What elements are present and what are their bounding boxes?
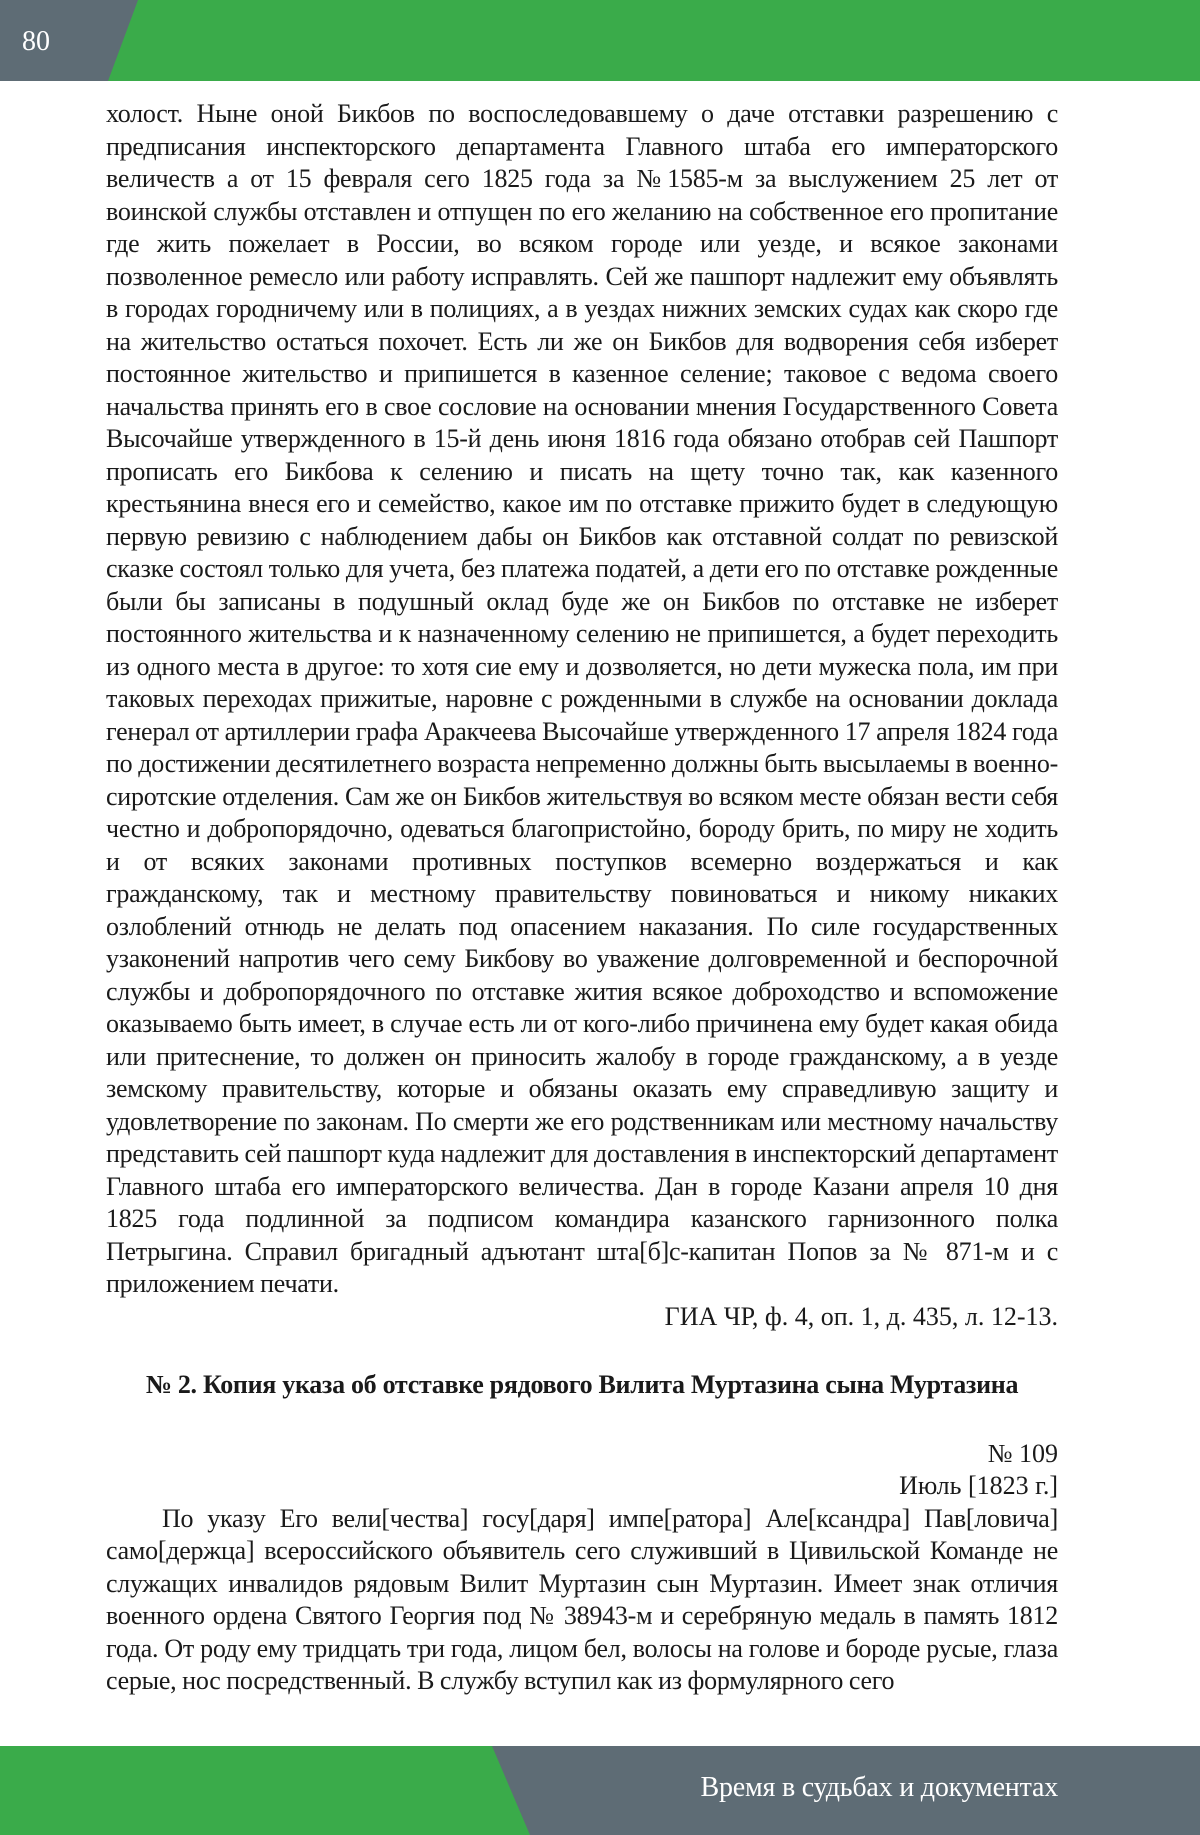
- page-number: 80: [22, 26, 50, 57]
- document-paragraph: По указу Его вели[чества] госу[даря] импе[ратора] Але[ксандра] Пав[ловича] само[держца] всероссийского объявитель сего служивший в Цивильской Команде не служащих инвалидов рядовым Вилит Муртазин сын Муртазин. Имеет знак отличия военного ордена Святого Георгия под № 38943-м и серебряную медаль в память 1812 года. От роду ему тридцать три года, лицом бел, волосы на голове и бороде русые, глаза серые, нос посредственный. В службу вступил как из формулярного сего: [106, 1503, 1058, 1695]
- document-title: № 2. Копия указа об отставке рядового Вилита Муртазина сына Муртазина: [145, 1370, 1019, 1399]
- series-title: Время в судьбах и документах: [700, 1772, 1058, 1803]
- header-band: [0, 0, 1200, 81]
- document-date: Июль [1823 г.]: [899, 1471, 1058, 1500]
- document-number: № 109: [987, 1438, 1058, 1468]
- archive-citation: ГИА ЧР, ф. 4, оп. 1, д. 435, л. 12-13.: [664, 1301, 1058, 1331]
- header-green-band: [0, 0, 1200, 81]
- document-content: [106, 98, 1058, 1698]
- body-paragraph: холост. Ныне оной Бикбов по воспоследовавшему о даче отставки разрешению с предписания инспекторского департамента Главного штаба его императорского величеств а от 15 февраля сего 1825 года за №1585-м за выслужением 25 лет от воинской службы отставлен и отпущен по его желанию на собственное его пропитание где жить пожелает в России, во всяком городе или уезде, и всякое законами позволенное ремесло или работу исправлять. Сей же пашпорт надлежит ему объявлять в городах городничему или в полициях, а в уездах нижних земских судах как скоро где на жительство остаться похочет. Есть ли же он Бикбов для водворения себя изберет постоянное жительство и припишется в казенное селение; таковое с ведома своего начальства принять его в свое сословие на основании мнения Государственного Совета Высочайше утвержденного в 15-й день июня 1816 года обязано отобрав сей Пашпорт прописать его Бикбова к селению и писать на щету точно так, как казенного крестьянина внеся его и семейство, какое им по отставке прижито будет в следующую первую ревизию с наблюдением дабы он Бикбов как отставной солдат по ревизской сказке состоял только для учета, без платежа податей, а дети его по отставке рожденные были бы записаны в подушный оклад буде же он Бикбов по отставке не изберет постоянного жительства и к назначенному селению не припишется, а будет переходить из одного места в другое: то хотя сие ему и дозволяется, но дети мужеска пола, им при таковых переходах прижитые, наровне с рожденными в службе на основании доклада генерал от артиллерии графа Аракчеева Высочайше утвержденного 17 апреля 1824 года по достижении десятилетнего возраста непременно должны быть высылаемы в военно-сиротские отделения. Сам же он Бикбов жительствуя во всяком месте обязан вести себя честно и добропорядочно, одеваться благопристойно, бороду брить, по миру не ходить и от всяких законами противных поступков всемерно воздержаться и как гражданскому, так и местному правительству повиноваться и никому никаких озлоблений отнюдь не делать под опасением наказания. По силе государственных узаконений напротив чего сему Бикбову во уважение долговременной и беспорочной службы и добропорядочного по отставке жития всякое доброходство и вспоможение оказываемо быть имеет, в случае есть ли от кого-либо причинена ему будет какая обида или притеснение, то должен он приносить жалобу в городе гражданскому, а в уезде земскому правительству, которые и обязаны оказать ему справедливую защиту и удовлетворение по законам. По смерти же его родственникам или местному начальству представить сей пашпорт куда надлежит для доставления в инспекторский департамент Главного штаба его императорского величества. Дан в городе Казани апреля 10 дня 1825 года подлинной за подписом командира казанского гарнизонного полка Петрыгина. Справил бригадный адъютант шта[б]с-капитан Попов за № 871-м и с приложением печати.: [106, 99, 1058, 1298]
- header-shapes: [0, 0, 1200, 81]
